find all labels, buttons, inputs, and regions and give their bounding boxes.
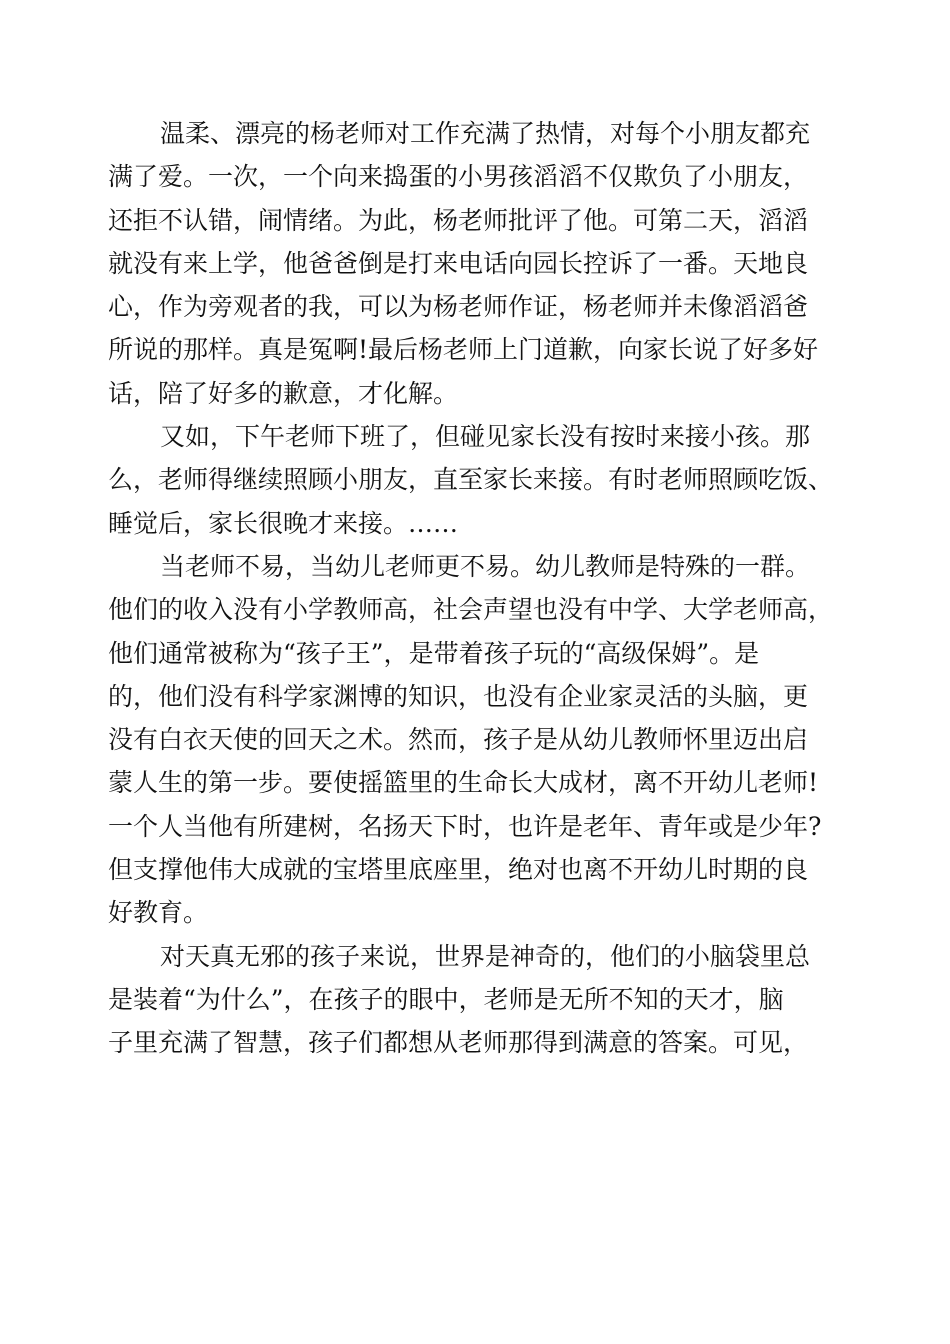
text-line: 满了爱。一次，一个向来捣蛋的小男孩滔滔不仅欺负了小朋友， bbox=[108, 162, 809, 192]
text-line: 还拒不认错，闹情绪。为此，杨老师批评了他。可第二天，滔滔 bbox=[108, 205, 809, 235]
paragraph-2 bbox=[108, 415, 868, 545]
text-line: 话，陪了好多的歉意，才化解。 bbox=[108, 378, 459, 408]
text-line: 但支撑他伟大成就的宝塔里底座里，绝对也离不开幼儿时期的良 bbox=[108, 855, 809, 885]
text-line: 么，老师得继续照顾小朋友，直至家长来接。有时老师照顾吃饭、 bbox=[108, 465, 834, 495]
text-line: 的，他们没有科学家渊博的知识，也没有企业家灵活的头脑，更 bbox=[108, 681, 809, 711]
text-line: 当老师不易，当幼儿老师更不易。幼儿教师是特殊的一群。 bbox=[160, 551, 811, 581]
text-line: 好教育。 bbox=[108, 898, 209, 928]
paragraph-1 bbox=[108, 112, 868, 415]
text-line: 是装着“为什么”，在孩子的眼中，老师是无所不知的天才，脑 bbox=[108, 984, 784, 1014]
document-body bbox=[108, 112, 868, 1065]
text-line: 所说的那样。真是冤啊!最后杨老师上门道歉，向家长说了好多好 bbox=[108, 335, 819, 365]
text-line: 他们通常被称为“孩子王”，是带着孩子玩的“高级保姆”。是 bbox=[108, 638, 760, 668]
text-line: 心，作为旁观者的我，可以为杨老师作证，杨老师并未像滔滔爸 bbox=[108, 292, 809, 322]
text-line: 温柔、漂亮的杨老师对工作充满了热情，对每个小朋友都充 bbox=[160, 119, 811, 148]
paragraph-4 bbox=[108, 935, 868, 1065]
text-line: 他们的收入没有小学教师高，社会声望也没有中学、大学老师高， bbox=[108, 595, 834, 625]
text-line: 一个人当他有所建树，名扬天下时，也许是老年、青年或是少年? bbox=[108, 811, 822, 841]
text-line: 就没有来上学，他爸爸倒是打来电话向园长控诉了一番。天地良 bbox=[108, 248, 809, 278]
text-line: 蒙人生的第一步。要使摇篮里的生命长大成材，离不开幼儿老师! bbox=[108, 768, 819, 798]
text-line: 又如，下午老师下班了，但碰见家长没有按时来接小孩。那 bbox=[160, 422, 811, 452]
paragraph-3 bbox=[108, 545, 868, 935]
text-line: 子里充满了智慧，孩子们都想从老师那得到满意的答案。可见， bbox=[108, 1028, 809, 1058]
text-line: 没有白衣天使的回天之术。然而，孩子是从幼儿教师怀里迈出启 bbox=[108, 725, 809, 755]
text-line: 对天真无邪的孩子来说，世界是神奇的，他们的小脑袋里总 bbox=[160, 941, 811, 971]
text-line: 睡觉后，家长很晚才来接。…… bbox=[108, 508, 459, 538]
